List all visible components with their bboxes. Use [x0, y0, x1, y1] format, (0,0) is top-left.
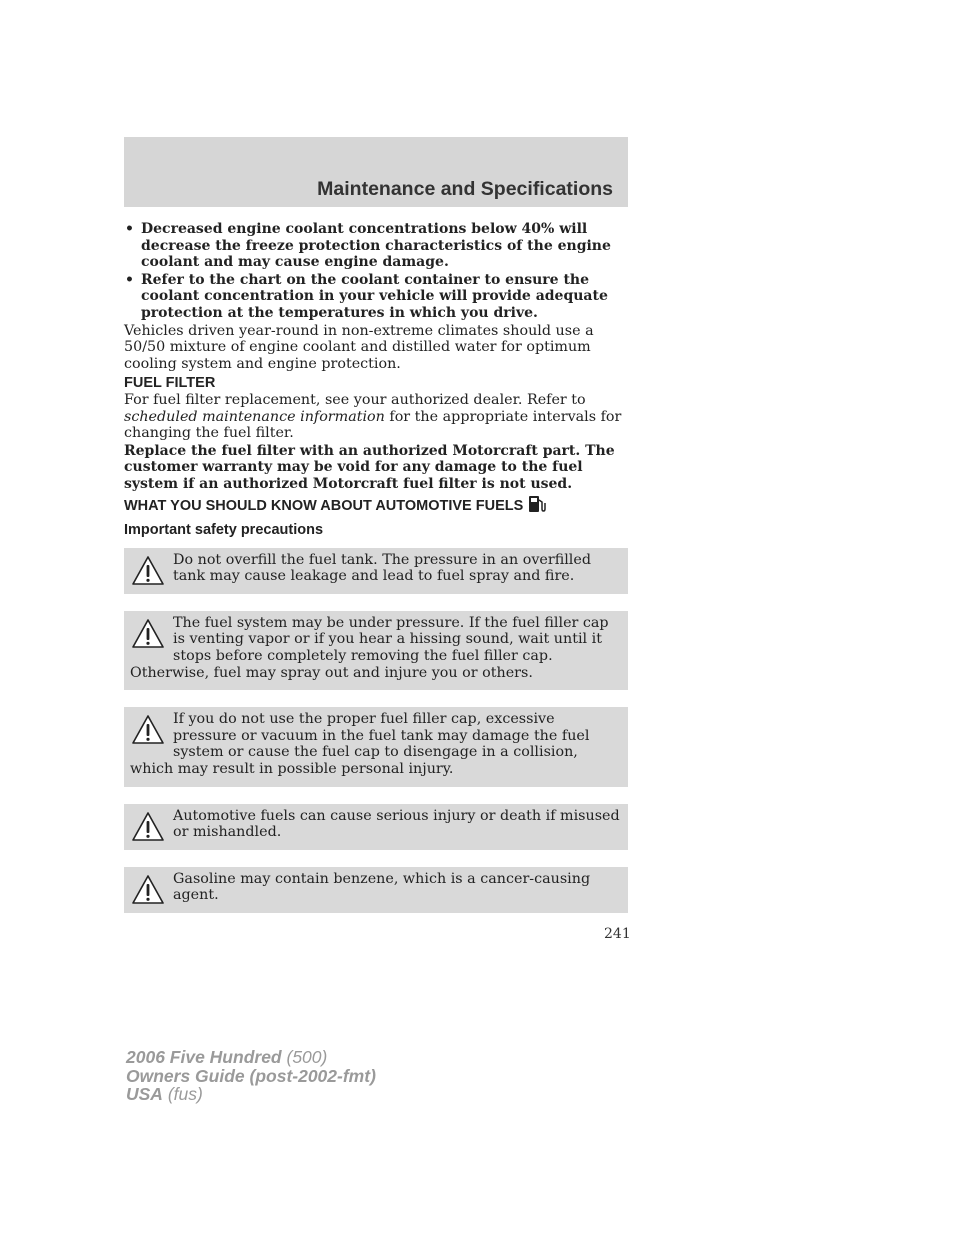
section-title: Maintenance and Specifications	[317, 178, 613, 200]
section-header-band	[124, 137, 628, 207]
warning-text: If you do not use the proper fuel filler cap, excessive pressure or vacuum in the fuel tank may damage the fuel system or cause the fuel cap to disengage in a collision, which may result in possible personal injury.	[130, 711, 590, 778]
warning-text: Gasoline may contain benzene, which is a cancer-causing agent.	[173, 870, 591, 904]
warning-triangle-icon	[130, 554, 166, 588]
warning-triangle-icon	[130, 617, 166, 651]
warning-text: The fuel system may be under pressure. If the fuel filler cap is venting vapor or if you hear a hissing sound, wait until it stops before completely removing the fuel filler cap. Otherwise, fuel may spray out and injure you or others.	[130, 614, 609, 681]
fuel-filter-heading: FUEL FILTER	[124, 375, 216, 392]
warning-box	[124, 548, 628, 594]
warning-box	[124, 707, 628, 786]
warning-box	[124, 867, 628, 913]
warning-triangle-icon	[130, 873, 166, 907]
automotive-fuels-heading: WHAT YOU SHOULD KNOW ABOUT AUTOMOTIVE FUELS	[124, 495, 628, 518]
bullet-item: • Decreased engine coolant concentrations below 40% will decrease the freeze protection characteristics of the engine coolant and may cause engine damage.	[125, 221, 611, 271]
warning-triangle-icon	[130, 810, 166, 844]
warning-box	[124, 611, 628, 690]
warning-text: Automotive fuels can cause serious injury or death if misused or mishandled.	[173, 807, 620, 841]
warning-triangle-icon	[130, 713, 166, 747]
coolant-paragraph: Vehicles driven year-round in non-extreme climates should use a 50/50 mixture of engine coolant and distilled water for optimum cooling system and engine protection.	[124, 322, 594, 372]
bullet-item: • Refer to the chart on the coolant container to ensure the coolant concentration in your vehicle will provide adequate protection at the temperatures in which you drive.	[125, 271, 608, 321]
footer-line-guide: Owners Guide (post-2002-fmt)	[126, 1065, 376, 1086]
warning-text: Do not overfill the fuel tank. The pressure in an overfilled tank may cause leakage and lead to fuel spray and fire.	[173, 551, 591, 585]
manual-page	[124, 137, 628, 913]
footer-line-model: 2006 Five Hundred (500)	[126, 1047, 328, 1067]
fuel-filter-warning-paragraph: Replace the fuel filter with an authorized Motorcraft part. The customer warranty may be void for any damage to the fuel system if an authorized Motorcraft fuel filter is not used.	[124, 442, 615, 492]
page-content	[124, 207, 628, 913]
footer-line-market: USA (fus)	[126, 1084, 203, 1105]
maintenance-reference: scheduled maintenance information	[124, 408, 385, 425]
fuel-pump-icon	[528, 495, 546, 518]
fuel-filter-paragraph: For fuel filter replacement, see your authorized dealer. Refer to scheduled maintenance information for the appropriate intervals for changing the fuel filter.	[124, 391, 622, 442]
warning-box	[124, 804, 628, 850]
document-footer	[126, 1048, 376, 1104]
coolant-bullet-list	[124, 221, 628, 322]
safety-precautions-subheading: Important safety precautions	[124, 522, 324, 539]
page-number: 241	[604, 926, 631, 942]
